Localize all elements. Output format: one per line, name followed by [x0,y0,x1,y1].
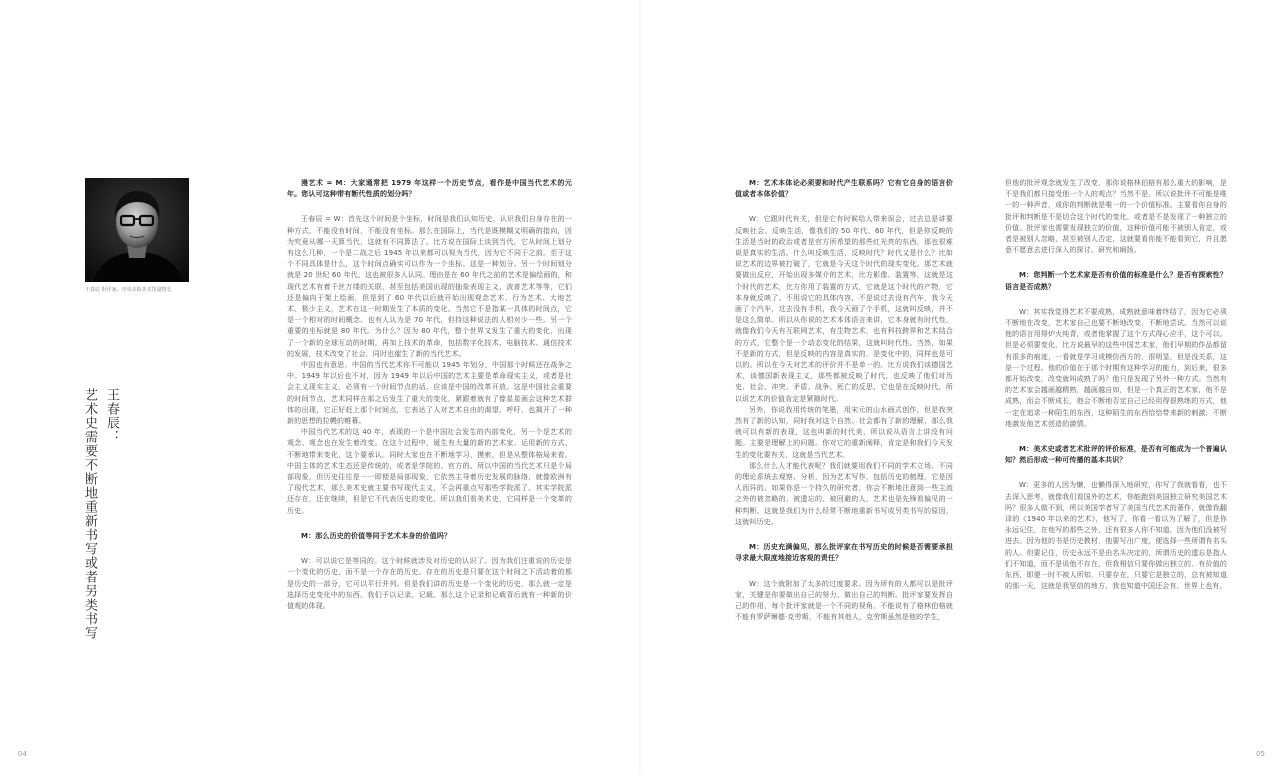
answer-paragraph: W：可以说它是等同的。这个时候就涉及对历史的认识了。因为我们注重说的历史是一个变化的历史，而不是一个存在的历史。存在的历史是只要在这个时间之下活动着的都是历史的一部分，它可以平行并列。但是我们讲的历史是一个变化的历史，那么就一定是选择历史变化中的东西。我们予以记录、记载。那么这个记录和记载背后就有一种新的价值观的体现。 [287,557,572,610]
photo-caption: 王春辰 批评家、中央美院美术馆副馆长 [85,287,172,293]
answer-paragraph: 但他的批评观念就发生了改变，那你说格林伯格有那么重大的影响，是不是我们都只接受他一个人的观点？当然不是。所以说批评不可能是唯一的一种声音，或你的判断就是唯一的一个价值标准。主要看你自身的批评和判断是不是切合这个时代的变化，或者是不是发现了一种独立的价值。批评家也需要发现独立的价值，这种价值可能不被别人肯定，或者是被别人忽略，甚至被别人否定，这就要看你能不能看到它，并且愿意不愿意去进行深入的探讨、研究和阐扬。 [1005,179,1227,255]
answer-paragraph: 另外，你说我用传统的笔墨，用宋元的山水画式创作，但是我突然有了新的认知，同时我对这个自然、社会都有了新的理解，那么我就可以有新的表现，这也叫新的时代美，所以说从语言上讲没有问题。主要是理解上的问题。你对它的重新阐释，肯定是和我们今天发生的变化要有关，这就是当代艺术。 [735,405,953,459]
article-title-subtitle: 艺术史需要不断地重新书写或者另类书写 [82,388,97,640]
portrait-image [85,178,189,282]
answer-paragraph: W：其实我觉得艺术不要成熟，成熟就意味着终结了，因为它必须不断地在改变，艺术家自己也要不断地改变，不断地尝试。当然可以说他的语言用得炉火纯青，或者他掌握了这个方式得心应手，这个可以。但是必须要变化，比方说最早的这些中国艺术家，他们早期的作品都留有很多的痕迹，一看就是学习或模仿西方的，很明显，但是没关系，这是一个过程。他的价值在于那个时期有这种学习的能力，到后来，很多都开始改变，改变就叫成熟了吗？他只是发现了另外一种方式。当然有的艺术家会越画越精熟，越画越自如，但是一个真正的艺术家，他不是成熟，而会不断成长，他会不断地否定自己已经用得很熟练的方式，他一定在追求一种陌生的东西，这种陌生的东西恰恰带来新的刺激，不断地激发他艺术创造的激情。 [1005,307,1227,428]
answer-paragraph: 那么什么人才能代表呢？我们就要用我们不同的学术立场、不同的理论系统去观察、分析，因为艺术写作，包括历史的梳理，它是因人而异的。如果你是一个持久的研究者，你会不断地注意到一些主流之外的被忽略的、被遗忘的、被回避的人，艺术也是先锋看偏见的一种判断。这就是我们为什么经常不断地重新书写或另类书写的原因，这就叫历史。 [735,461,953,526]
article-title-name: 王春辰： [104,388,119,444]
answer-paragraph: 中国当代艺术的这 40 年，表现的一个是中国社会发生的内部变化，另一个是艺术的观念、观念也在发生着改变。在这个过程中，诞生有大量的新的艺术家、运用新的方式、不断地带来变化，这个要承认。同时大家也在不断地学习、摸索，但是从整体格局来看，中国主体的艺术生态还是传统的，或者是学院的、官方的。所以中国的当代艺术只是个局部现象，但历史往往是一一即便是局部现象，它依然主导着历史发展的脉络，就像欧洲有了现代艺术，那么美术史就主要书写现代主义，不会再重点写那些学院派了。其实学院派还存在，还在继续，但是它不代表历史的变化，所以我们看美术史，它同样是一个变革的历史。 [287,428,572,515]
question-paragraph: M：艺术本体论必须要和时代产生联系吗？它有它自身的语言价值或者本体价值？ [735,179,953,199]
question-paragraph: M：那么历史的价值等同于艺术本身的价值吗？ [301,531,452,540]
portrait-photo [85,178,189,282]
answer-paragraph: 中国也有意思，中国的当代艺术你不可能以 1945 年划分，中国那个时候还在战争之中。1949 年以后也不对，因为 1949 年以后中国的艺术主要是革命现实主义，或者是社会主义现实主义，必须有一个时间节点的话，应该是中国的改革开放。这是中国社会重要的时间节点，艺术同样在那之后发生了重大的变化，紧跟着就有了像星星画会这种艺术群体的出现，它正好赶上那个时间点，它表达了人对艺术自由的渴望、呼吁，也揭开了一种新的思想的拉幔的帷幕。 [287,361,572,426]
text-column-3 [1005,178,1227,593]
answer-paragraph: W：它跟时代有关，但是它有时候给人带来误会，过去总是讲要反映社会、反映生活，像我们的 50 年代、60 年代，但是你反映的生活是当时的政治或者是官方所希望的那些红光亮的东西，那也很难说是真实的生活。什么叫反映生活、反映时代？时代又是什么？比如说艺术的边界被打破了，它就是今天这个时代的现实变化。那艺术就要做出反应，开始出现多媒介的艺术，比方影像、装置等，这就是这个时代的艺术，比方你用了装置的方式，它就是这个时代的产物，它本身就反映了。不用说它的具体内容，不是说过去没有汽车，我今天画了个汽车，过去没有手机，我今天画了个手机，这就叫反映，并不是这么简单。所以从你说的艺术本体语言来讲，它本身就有时代性，就像我们今天有互联网艺术，有生物艺术，也有科技跨界和艺术结合的方式，它整个是一个动态变化的结果，这就叫时代性。当然，如果不是新的方式，但是反映的内容是真实的，是变化中的，同样也是可以的。所以在今天对艺术的评价并不是单一的。比方说我们谈德国艺术，谈德国新表现主义，那些都被反映了时代，也反映了他们对历史、社会、冲突、矛盾、战争、死亡的反思，它也是在反映时代，所以说艺术的价值肯定是紧随时代。 [735,215,953,403]
question-paragraph: 漫艺术 = M：大家通常把 1979 年这样一个历史节点，看作是中国当代艺术的元年。您认可这种带有断代性质的划分吗？ [287,179,572,199]
page-gutter [639,0,641,774]
answer-paragraph: W：这个就附加了太多的过度要求。因为所有的人都可以是批评家，关键是你要做出自己的努力、做出自己的判断。批评家要发挥自己的作用，每个批评家就是一个不同的视角。不能说有了格林伯格就不能有罗萨琳德·克劳斯，不能有其他人，克劳斯虽然是他的学生， [735,579,953,622]
question-paragraph: M：您判断一个艺术家是否有价值的标准是什么？是否有探索性？语言是否成熟？ [1005,271,1227,291]
answer-paragraph: W：更多的人因为懒，也懒得深入地研究，你写了我就看看，也不去深入思考，就像我们看国外的艺术，你能跑到美国独立研究美国艺术吗？很多人做不到，所以美国学者写了美国当代艺术的著作，就像我翻译的《1940 年以来的艺术》，他写了，你看一看以为了解了，但是你永远记住，在他写的那些之外，还有很多人你不知道，因为他们没被写进去。因为他的书是历史教材，他要写出广度，便选择一些所谓有名头的人。但要记住，历史永远不是由名头决定的，所谓历史的遗忘是指人们不知道，而不是说他不存在，但我相信只要你做出独立的、有价值的东西，即便一时不被人所知，只要存在，只要它是独立的，总有被知道的那一天，这就是我坚信的地方，我也知道中国还会有，世界上也有。 [1005,481,1227,591]
question-paragraph: M：美术史或者艺术批评的评价标准，是否有可能成为一个普遍认知？然后形成一种可传播的基本共识？ [1005,445,1227,465]
page-number-left: 04 [18,750,27,758]
question-paragraph: M：历史充满偏见，那么批评家在书写历史的时候是否需要承担寻求最大限度地接近客观的责任？ [735,543,953,563]
page-number-right: 05 [1256,750,1265,758]
answer-paragraph: 王春辰 = W：首先这个时间是个坐标，时间是我们认知历史、认识我们自身存在的一种方式，不能没有时间，不能没有坐标。那么在国际上，当代是既模糊又明确的指向，因为究竟从哪一天算当代，这就有不同算法了。比方说在国际上谈到当代，它从时间上划分有这么几种，一个是二战之后 1945 年以来都可以视为当代，因为它不同于之前。至于这个不同具体是什么，这个时间点确实可以作为一个坐标。这是一种划分。另一个时间划分就是 20 世纪 60 年代，这也被很多人认同。理由是在 60 年代之前的艺术是偏绘画的，和现代艺术有着千丝万缕的关联，甚至包括美国出现的抽象表现主义、波普艺术等等，它们还是偏向于架上绘画，但是到了 60 年代以后就开始出现观念艺术、行为艺术、大地艺术、极少主义，艺术在这一时期发生了本质的变化。当然它不是指某一具体的时间点，它是一个相对的时间概念。也有人认为是 70 年代，但持这种说法的人相对少一些。另一个重要的坐标就是 80 年代。为什么？因为 80 年代，整个世界又发生了重大的变化，出现了一个新的全球互动的时期，再加上技术的革命，包括数字化技术、电脑技术、通信技术的发展，技术改变了社会，同时也催生了新的当代艺术。 [287,215,572,358]
text-column-1 [287,178,572,612]
text-column-2 [735,178,953,623]
